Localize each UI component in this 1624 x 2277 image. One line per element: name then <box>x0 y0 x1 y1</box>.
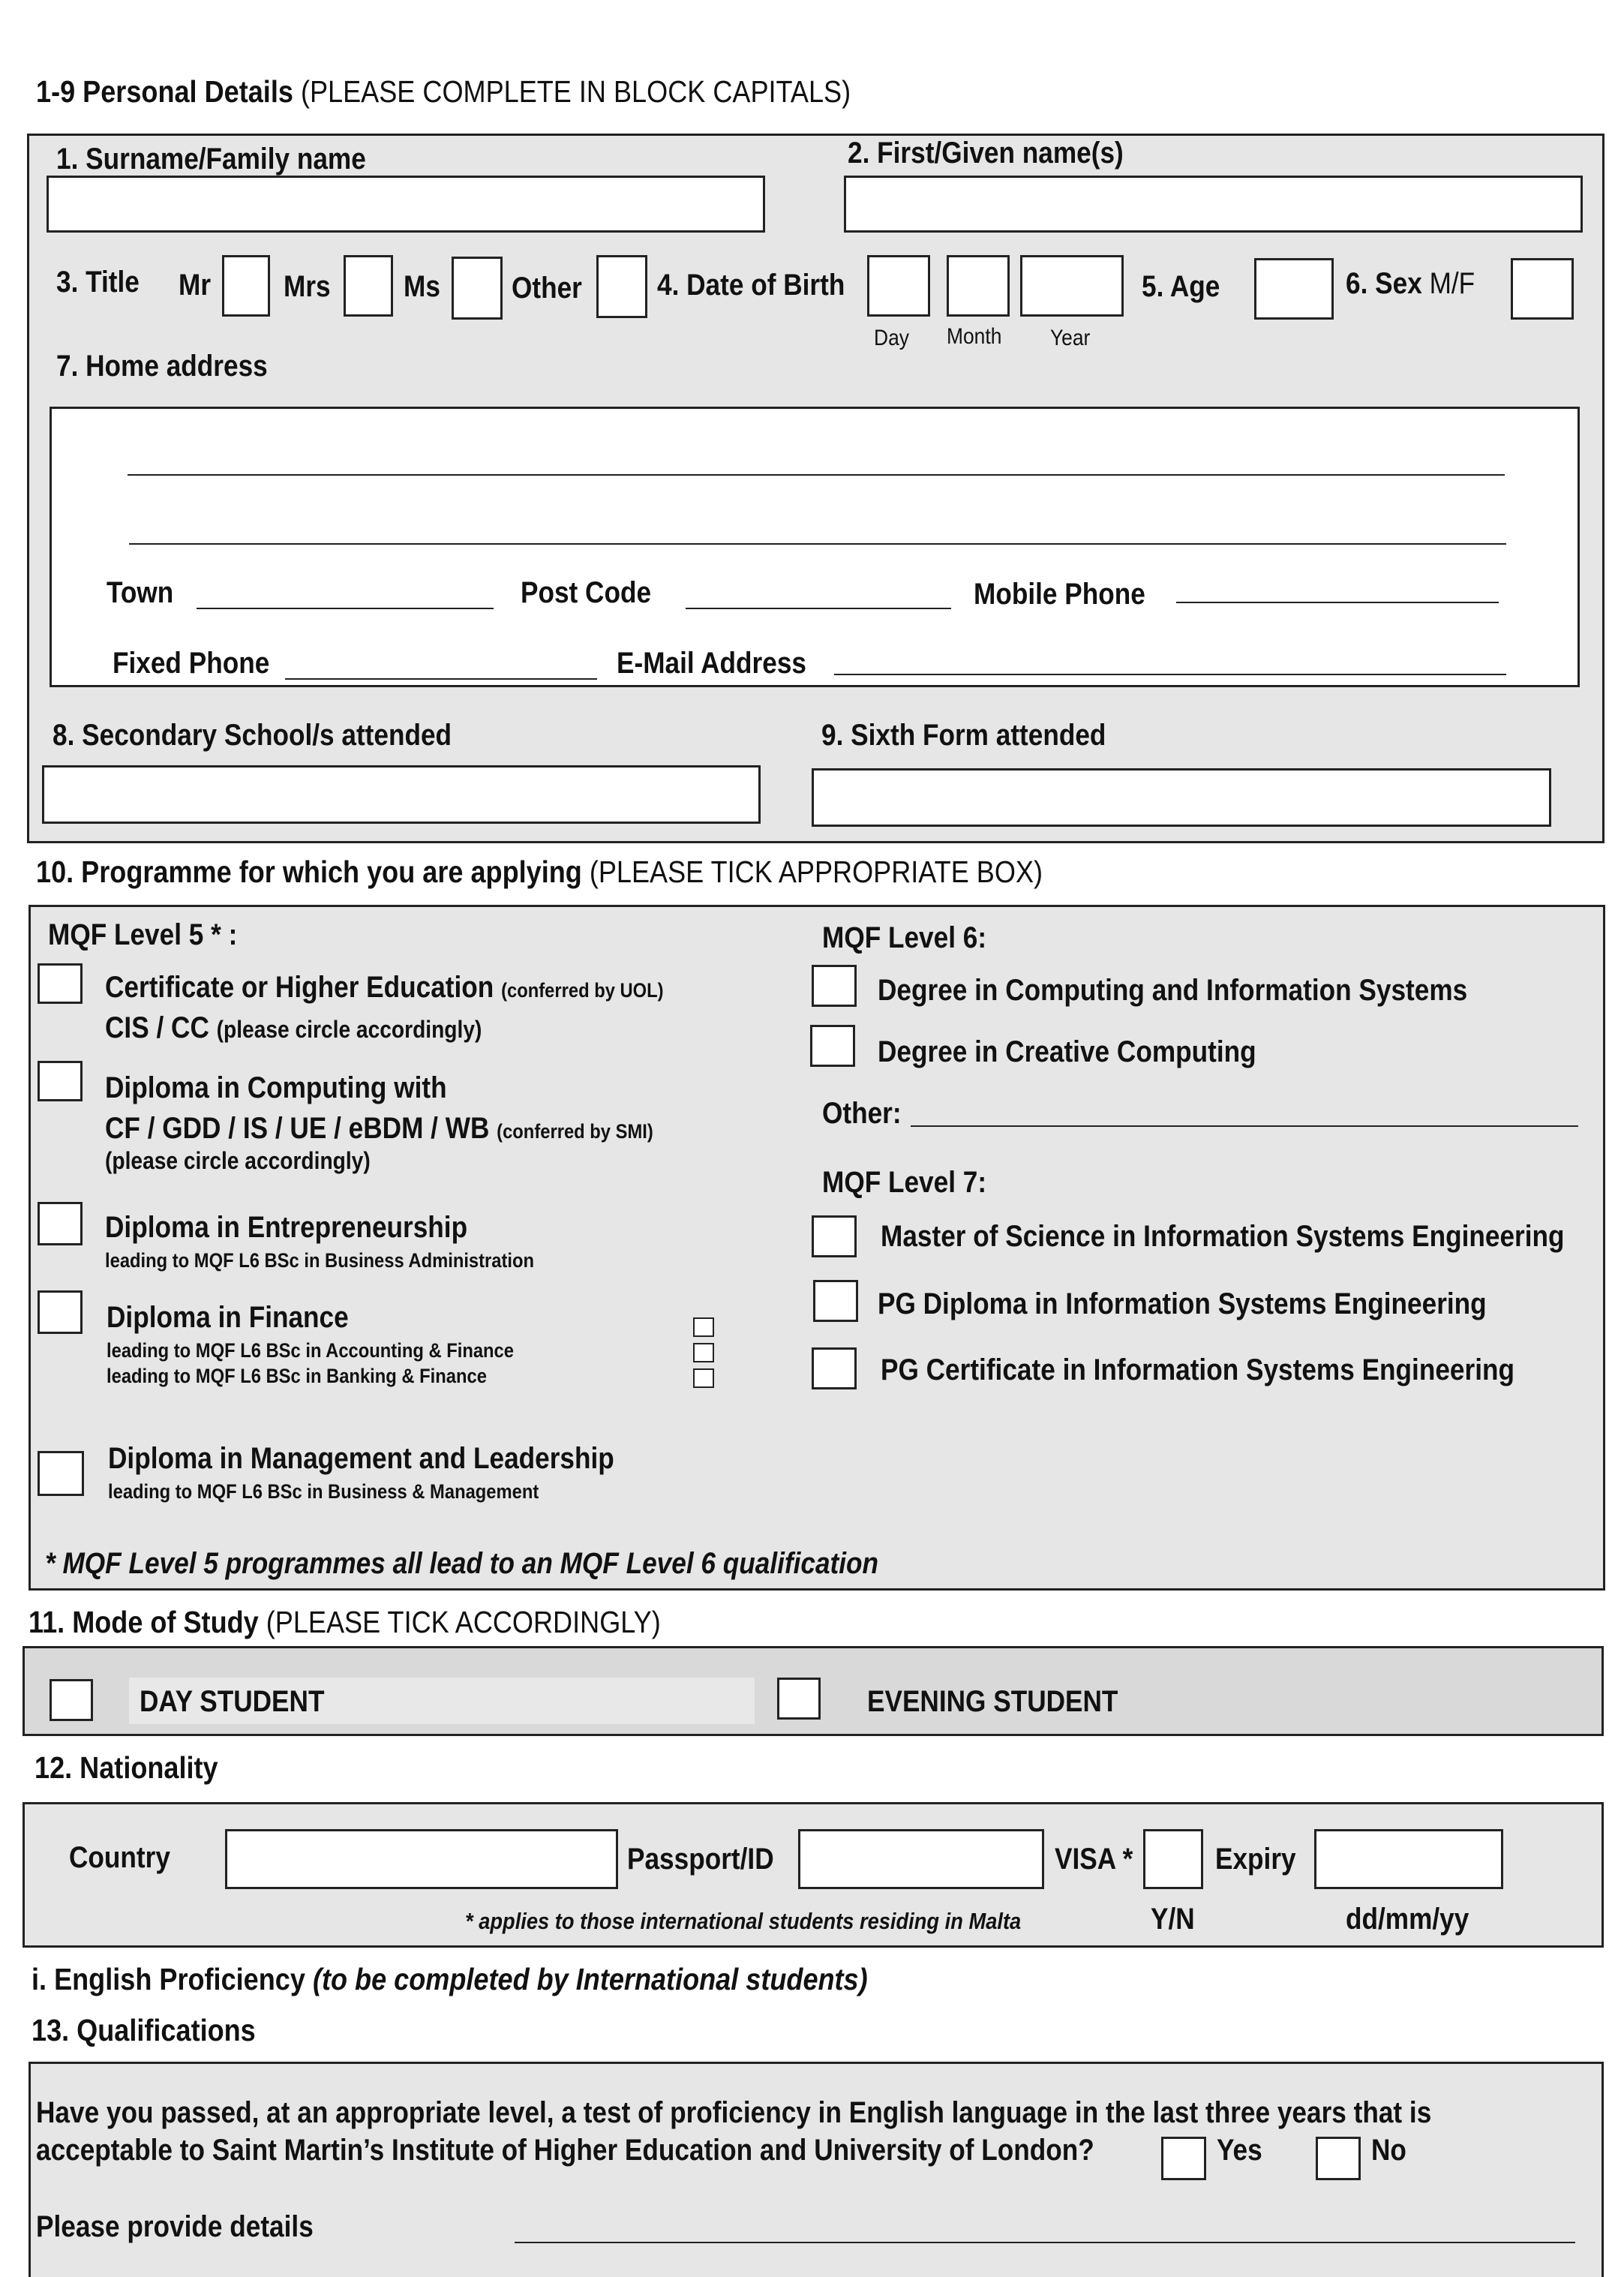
passport-label: Passport/ID <box>627 1843 774 1876</box>
fixed-phone-line[interactable] <box>285 678 597 680</box>
cert-he-options-row <box>105 1011 482 1044</box>
sex-label-group <box>1346 267 1475 300</box>
first-name-label: 2. First/Given name(s) <box>848 137 1124 170</box>
dob-day-field[interactable] <box>867 255 930 317</box>
address-line-2[interactable] <box>129 543 1506 545</box>
dip-mgmt-label: Diploma in Management and Leadership <box>108 1442 614 1475</box>
home-address-label: 7. Home address <box>56 350 268 383</box>
finance-option-checkbox-2[interactable] <box>693 1343 714 1362</box>
title-mr-checkbox[interactable] <box>222 255 270 317</box>
dob-month-hint: Month <box>947 324 1002 349</box>
email-label: E-Mail Address <box>617 647 806 680</box>
expiry-field[interactable] <box>1314 1829 1503 1889</box>
personal-details-heading <box>36 75 851 109</box>
passport-field[interactable] <box>798 1829 1044 1889</box>
programme-note: (PLEASE TICK APPROPRIATE BOX) <box>589 855 1043 889</box>
surname-label: 1. Surname/Family name <box>56 143 366 176</box>
deg-cc-checkbox[interactable] <box>810 1025 855 1067</box>
dob-day-hint: Day <box>874 326 909 350</box>
title-option-mr: Mr <box>179 269 212 302</box>
programme-heading <box>36 855 1043 889</box>
mode-note: (PLEASE TICK ACCORDINGLY) <box>266 1605 661 1639</box>
level5-footnote: * MQF Level 5 programmes all lead to an MQF Level 6 qualification <box>45 1547 879 1580</box>
secondary-school-field[interactable] <box>42 765 761 824</box>
nationality-heading: 12. Nationality <box>35 1750 218 1785</box>
deg-cc-label: Degree in Creative Computing <box>878 1035 1256 1068</box>
dip-computing-note: (conferred by SMI) <box>497 1120 653 1143</box>
programme-title: 10. Programme for which you are applying <box>36 855 582 889</box>
address-line-1[interactable] <box>128 474 1505 476</box>
pgdip-label: PG Diploma in Information Systems Engineering <box>878 1287 1487 1320</box>
home-address-box <box>50 407 1580 687</box>
personal-details-note: (PLEASE COMPLETE IN BLOCK CAPITALS) <box>300 74 851 109</box>
english-yes-label: Yes <box>1217 2134 1262 2167</box>
english-no-label: No <box>1371 2134 1406 2167</box>
english-yes-checkbox[interactable] <box>1161 2137 1206 2180</box>
cert-he-row <box>105 971 664 1004</box>
mode-title: 11. Mode of Study <box>29 1605 259 1639</box>
personal-details-title: 1-9 Personal Details <box>36 74 293 109</box>
mobile-label: Mobile Phone <box>974 578 1145 611</box>
dip-computing-options[interactable]: CF / GDD / IS / UE / eBDM / WB <box>105 1112 490 1145</box>
dip-computing-circle-note: (please circle accordingly) <box>105 1147 371 1174</box>
town-line[interactable] <box>197 608 494 609</box>
mode-heading <box>29 1606 661 1639</box>
evening-student-label: EVENING STUDENT <box>867 1685 1118 1718</box>
qualifications-heading: 13. Qualifications <box>32 2013 256 2047</box>
dip-mgmt-checkbox[interactable] <box>38 1451 84 1496</box>
dip-entre-checkbox[interactable] <box>38 1202 83 1245</box>
details-line[interactable] <box>515 2242 1575 2243</box>
pgdip-checkbox[interactable] <box>813 1280 858 1322</box>
cert-he-options[interactable]: CIS / CC <box>105 1011 209 1044</box>
visa-label: VISA * <box>1055 1843 1133 1876</box>
english-title: i. English Proficiency <box>32 1962 305 1996</box>
sixth-form-field[interactable] <box>812 768 1551 827</box>
title-option-ms: Ms <box>404 270 440 303</box>
dip-computing-label: Diploma in Computing with <box>105 1071 447 1104</box>
sex-field[interactable] <box>1511 258 1574 320</box>
sex-label: 6. Sex <box>1346 267 1422 300</box>
finance-option-checkbox-3[interactable] <box>693 1368 714 1388</box>
dip-computing-checkbox[interactable] <box>38 1061 83 1101</box>
deg-cis-label: Degree in Computing and Information Systems <box>878 974 1468 1007</box>
country-label: Country <box>69 1841 170 1874</box>
title-other-checkbox[interactable] <box>596 255 647 318</box>
title-option-mrs: Mrs <box>284 270 331 303</box>
qualifications-question-line1: Have you passed, at an appropriate level, a test of proficiency in English language in the last three years that is <box>36 2096 1432 2129</box>
dip-finance-sub-banking: leading to MQF L6 BSc in Banking & Finance <box>107 1365 487 1387</box>
dip-entre-sub: leading to MQF L6 BSc in Business Administration <box>105 1249 535 1272</box>
level6-other-line[interactable] <box>911 1125 1578 1127</box>
pgcert-checkbox[interactable] <box>812 1347 857 1389</box>
level6-heading: MQF Level 6: <box>822 921 987 954</box>
dip-finance-label: Diploma in Finance <box>107 1301 349 1334</box>
surname-field[interactable] <box>47 176 765 233</box>
postcode-label: Post Code <box>521 576 652 609</box>
postcode-line[interactable] <box>686 608 951 609</box>
title-ms-checkbox[interactable] <box>452 257 503 320</box>
english-no-checkbox[interactable] <box>1316 2137 1361 2180</box>
msc-checkbox[interactable] <box>812 1215 857 1257</box>
level7-heading: MQF Level 7: <box>822 1166 987 1199</box>
pgcert-label: PG Certificate in Information Systems Engineering <box>881 1353 1514 1386</box>
dip-entre-label: Diploma in Entrepreneurship <box>105 1211 468 1244</box>
day-student-checkbox[interactable] <box>50 1679 93 1721</box>
level6-other-label: Other: <box>822 1097 902 1130</box>
details-label: Please provide details <box>36 2210 314 2243</box>
deg-cis-checkbox[interactable] <box>812 965 857 1007</box>
mobile-line[interactable] <box>1176 602 1499 603</box>
english-heading <box>32 1963 868 1996</box>
cert-he-label: Certificate or Higher Education <box>105 971 494 1004</box>
visa-yn-hint: Y/N <box>1151 1903 1195 1936</box>
title-option-other: Other <box>512 272 582 305</box>
town-label: Town <box>107 576 174 609</box>
dip-finance-sub-accounting: leading to MQF L6 BSc in Accounting & Finance <box>107 1339 515 1362</box>
qualifications-question-line2: acceptable to Saint Martin’s Institute of Higher Education and University of London? <box>36 2134 1094 2167</box>
visa-note: * applies to those international students residing in Malta <box>465 1908 1022 1934</box>
finance-option-checkbox-1[interactable] <box>693 1317 714 1337</box>
secondary-school-label: 8. Secondary School/s attended <box>53 719 452 752</box>
email-line[interactable] <box>834 674 1506 675</box>
title-mrs-checkbox[interactable] <box>344 255 393 317</box>
dip-mgmt-sub: leading to MQF L6 BSc in Business & Management <box>108 1480 539 1503</box>
sex-hint: M/F <box>1429 267 1475 300</box>
dob-month-field[interactable] <box>947 255 1010 317</box>
msc-label: Master of Science in Information Systems Engineering <box>881 1220 1565 1253</box>
cert-he-circle-note: (please circle accordingly) <box>216 1016 482 1043</box>
cert-he-note: (conferred by UOL) <box>501 979 664 1002</box>
cert-he-checkbox[interactable] <box>38 963 83 1004</box>
evening-student-checkbox[interactable] <box>777 1678 821 1720</box>
qualifications-panel <box>29 2062 1604 2277</box>
dob-year-field[interactable] <box>1020 255 1124 317</box>
english-note: (to be completed by International students) <box>312 1962 868 1996</box>
sixth-form-label: 9. Sixth Form attended <box>821 719 1106 752</box>
age-label: 5. Age <box>1142 270 1220 303</box>
dip-finance-checkbox[interactable] <box>38 1290 83 1334</box>
country-field[interactable] <box>225 1829 618 1889</box>
expiry-label: Expiry <box>1215 1843 1296 1876</box>
title-label: 3. Title <box>56 266 140 299</box>
fixed-phone-label: Fixed Phone <box>113 647 270 680</box>
age-field[interactable] <box>1254 258 1334 320</box>
dip-computing-options-row <box>105 1112 653 1145</box>
dob-year-hint: Year <box>1050 326 1091 350</box>
visa-field[interactable] <box>1143 1829 1203 1889</box>
level5-heading: MQF Level 5 * : <box>48 918 238 951</box>
day-student-label: DAY STUDENT <box>140 1685 325 1718</box>
expiry-date-hint: dd/mm/yy <box>1346 1903 1469 1936</box>
dob-label: 4. Date of Birth <box>657 269 845 302</box>
first-name-field[interactable] <box>844 176 1583 233</box>
